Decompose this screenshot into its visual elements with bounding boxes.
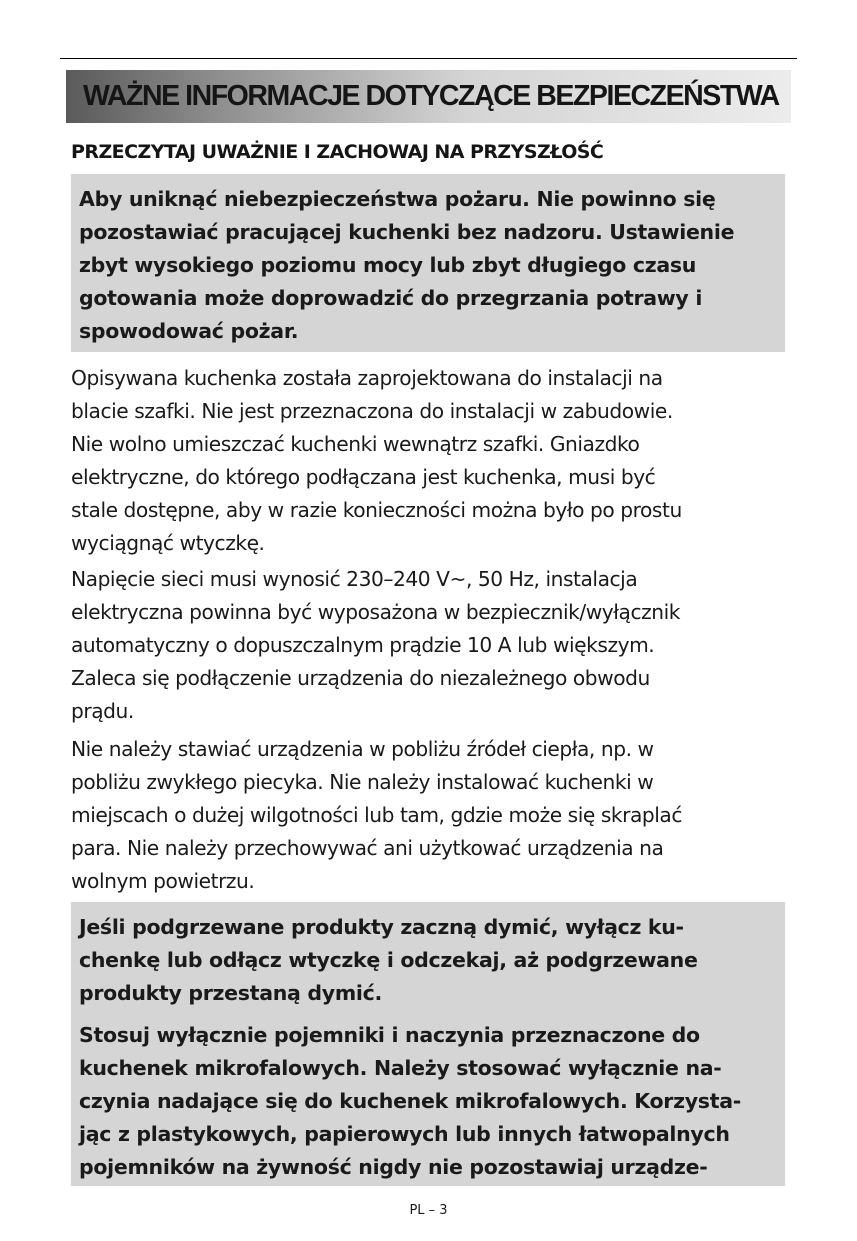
warning-text-containers: Stosuj wyłącznie pojemniki i naczynia przeznaczone do kuchenek mikrofalowych. Należy stosować wyłącznie na- czynia nadające się do kuchenek mikrofalowych. Korzysta- jąc z plastykowych, papierowych lub innych łatwopalnych pojemników na żywność nigdy nie pozostawiaj urządze- xyxy=(79,1023,741,1179)
paragraph-placement: Nie należy stawiać urządzenia w pobliżu źródeł ciepła, np. w pobliżu zwykłego piecyka. Nie należy instalować kuchenki w miejscach o dużej wilgotności lub tam, gdzie może się skraplać para. Nie należy przechowywać ani użytkować urządzenia na wolnym powietrzu. xyxy=(71,737,682,893)
paragraph-installation: Opisywana kuchenka została zaprojektowana do instalacji na blacie szafki. Nie jest przeznaczona do instalacji w zabudowie. Nie wolno umieszczać kuchenki wewnątrz szafki. Gniazdko elektryczne, do którego podłączana jest kuchenka, musi być stale dostępne, aby w razie konieczności można było po prostu wyciągnąć wtyczkę. xyxy=(71,366,682,555)
warning-box-smoke-containers xyxy=(71,902,785,1186)
paragraph-voltage: Napięcie sieci musi wynosić 230–240 V~, 50 Hz, instalacja elektryczna powinna być wyposażona w bezpiecznik/wyłącznik automatyczny o dopuszczalnym prądzie 10 A lub większym. Zaleca się podłączenie urządzenia do niezależnego obwodu prądu. xyxy=(71,567,681,723)
section-subheading: PRZECZYTAJ UWAŻNIE I ZACHOWAJ NA PRZYSZŁOŚĆ xyxy=(71,141,604,163)
warning-text: Aby uniknąć niebezpieczeństwa pożaru. Nie powinno się pozostawiać pracującej kuchenki bez nadzoru. Ustawienie zbyt wysokiego poziomu mocy lub zbyt długiego czasu gotowania może doprowadzić do przegrzania potrawy i spowodować pożar. xyxy=(79,187,735,343)
warning-text-smoke: Jeśli podgrzewane produkty zaczną dymić, wyłącz ku- chenkę lub odłącz wtyczkę i odczekaj, aż podgrzewane produkty przestaną dymić. xyxy=(79,915,698,1005)
warning-box-fire xyxy=(71,174,785,352)
title-banner xyxy=(66,70,791,123)
page-title: WAŻNE INFORMACJE DOTYCZĄCE BEZPIECZEŃSTWA xyxy=(83,80,779,112)
page-number: PL – 3 xyxy=(409,1203,448,1218)
top-rule xyxy=(60,58,797,59)
